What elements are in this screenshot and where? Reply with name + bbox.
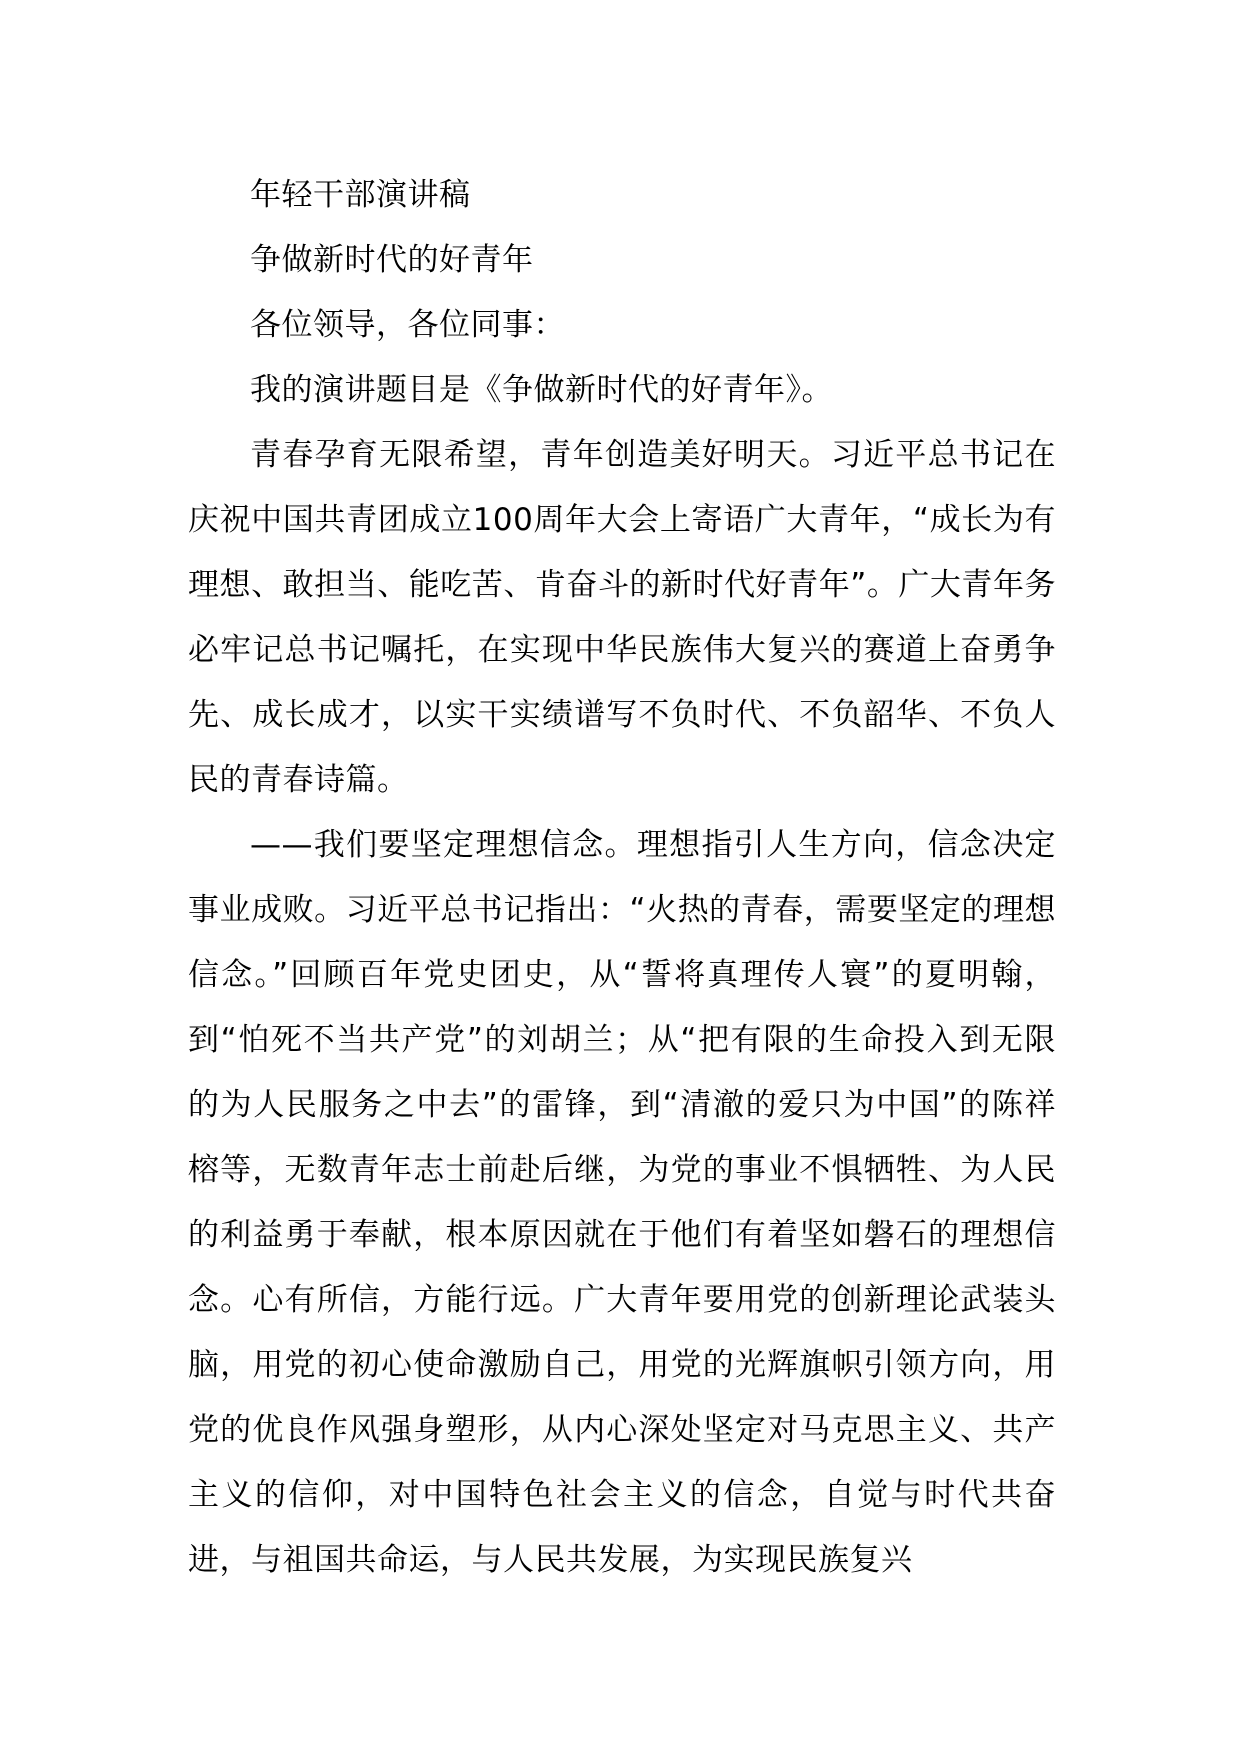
- speech-type-heading: 年轻干部演讲稿: [250, 177, 471, 213]
- paragraph-youth: 青春孕育无限希望，青年创造美好明天。习近平总书记在庆祝中国共青团成立100周年大会上寄语广大青年，“成长为有理想、敢担当、能吃苦、肯奋斗的新时代好青年”。广大青年务必牢记总书记嘱托，在实现中华民族伟大复兴的赛道上奋勇争先、成长成才，以实干实绩谱写不负时代、不负韶华、不负人民的青春诗篇。: [188, 437, 1056, 798]
- paragraph-intro: 我的演讲题目是《争做新时代的好青年》。: [250, 372, 833, 408]
- speech-title: 争做新时代的好青年: [250, 242, 534, 278]
- paragraph-ideals: ——我们要坚定理想信念。理想指引人生方向，信念决定事业成败。习近平总书记指出：“火热的青春，需要坚定的理想信念。”回顾百年党史团史，从“誓将真理传人寰”的夏明翰，到“怕死不当共产党”的刘胡兰；从“把有限的生命投入到无限的为人民服务之中去”的雷锋，到“清澈的爱只为中国”的陈祥榕等，无数青年志士前赴后继，为党的事业不惧牺牲、为人民的利益勇于奉献，根本原因就在于他们有着坚如磐石的理想信念。心有所信，方能行远。广大青年要用党的创新理论武装头脑，用党的初心使命激励自己，用党的光辉旗帜引领方向，用党的优良作风强身塑形，从内心深处坚定对马克思主义、共产主义的信仰，对中国特色社会主义的信念，自觉与时代共奋进，与祖国共命运，与人民共发展，为实现民族复兴: [188, 827, 1056, 1578]
- salutation: 各位领导，各位同事：: [250, 307, 565, 343]
- document-body: [188, 163, 1056, 1593]
